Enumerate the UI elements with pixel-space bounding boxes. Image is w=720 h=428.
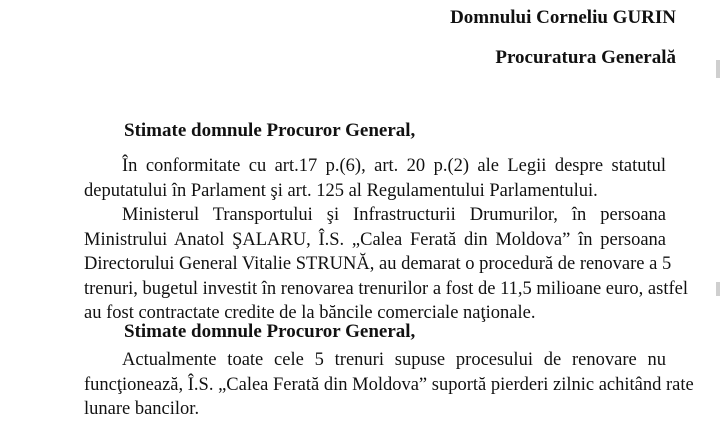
- paragraph-current-situation: [84, 348, 694, 422]
- scan-edge-mark: [716, 282, 720, 296]
- recipient-name: Domnului Corneliu GURIN: [450, 7, 676, 28]
- scan-edge-mark: [716, 60, 720, 78]
- paragraph-legal-basis: [84, 154, 666, 203]
- paragraph-line: funcţionează, Î.S. „Calea Ferată din Moldova” suportă pierderi zilnic achitând rate: [84, 374, 694, 395]
- paragraph-renovation-procedure: [84, 203, 688, 326]
- paragraph-line: Ministerul Transportului şi Infrastructurii Drumurilor, în persoana: [122, 205, 666, 225]
- paragraph-line: Directorului General Vitalie STRUNĂ, au demarat o procedură de renovare a 5: [84, 254, 672, 274]
- salutation-second: Stimate domnule Procuror General,: [124, 321, 416, 342]
- salutation-first: Stimate domnule Procuror General,: [124, 120, 416, 141]
- paragraph-line: au fost contractate credite de la băncile comerciale naţionale.: [84, 303, 536, 323]
- paragraph-line: Ministrului Anatol ŞALARU, Î.S. „Calea Ferată din Moldova” în persoana: [84, 229, 666, 250]
- paragraph-line: În conformitate cu art.17 p.(6), art. 20 p.(2) ale Legii despre statutul: [122, 156, 666, 176]
- recipient-organization: Procuratura Generală: [495, 47, 676, 68]
- paragraph-line: lunare bancilor.: [84, 399, 200, 419]
- paragraph-line: trenuri, bugetul investit în renovarea trenurilor a fost de 11,5 milioane euro, astfel: [84, 278, 688, 299]
- paragraph-line: deputatului în Parlament şi art. 125 al Regulamentului Parlamentului.: [84, 180, 598, 201]
- paragraph-line: Actualmente toate cele 5 trenuri supuse procesului de renovare nu: [122, 350, 666, 370]
